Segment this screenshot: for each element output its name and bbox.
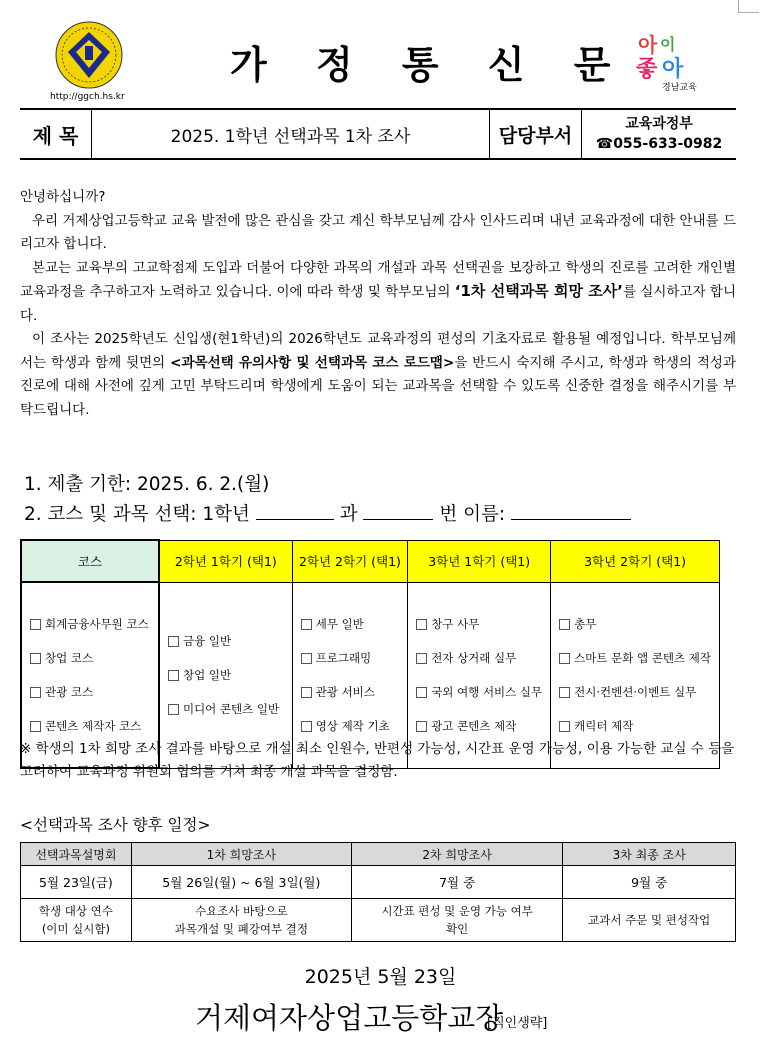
schedule-cell: 9월 중 <box>563 866 736 899</box>
checkbox-icon[interactable] <box>301 653 312 664</box>
course-option-label: 총무 <box>574 617 597 631</box>
checkbox-icon[interactable] <box>30 687 41 698</box>
document-title: 가 정 통 신 문 <box>230 42 629 87</box>
course-option[interactable] <box>416 607 542 641</box>
school-logo-icon <box>44 20 134 90</box>
course-option-label: 전시·컨벤션·이벤트 실무 <box>574 685 697 699</box>
number-blank[interactable] <box>363 501 433 520</box>
schedule-cell: 수요조사 바탕으로 과목개설 및 폐강여부 결정 <box>131 899 351 942</box>
checkbox-icon[interactable] <box>559 619 570 630</box>
schedule-row-details <box>21 899 736 942</box>
course-option[interactable] <box>30 675 150 709</box>
schedule-cell: 시간표 편성 및 운영 가능 여부 확인 <box>351 899 562 942</box>
class-label: 과 <box>339 504 358 525</box>
checkbox-icon[interactable] <box>559 687 570 698</box>
checkbox-icon[interactable] <box>301 687 312 698</box>
brand-subtitle: 경남교육 <box>662 83 697 93</box>
schedule-cell: 5월 23일(금) <box>21 866 132 899</box>
schedule-header-1: 1차 희망조사 <box>131 843 351 866</box>
course-header-4: 3학년 2학기 (택1) <box>551 540 720 582</box>
course-option[interactable] <box>168 692 284 726</box>
course-option-label: 창구 사무 <box>431 617 480 631</box>
course-option-label: 캐릭터 제작 <box>574 719 634 733</box>
schedule-header <box>21 843 736 866</box>
course-header-1: 2학년 1학기 (택1) <box>159 540 292 582</box>
course-option-label: 국외 여행 서비스 실무 <box>431 685 543 699</box>
survey-section <box>24 470 631 530</box>
course-option-label: 세무 일반 <box>315 617 364 631</box>
school-url: http://ggch.hs.kr <box>50 92 125 102</box>
course-option[interactable] <box>30 607 150 641</box>
course-selection-line <box>24 500 631 530</box>
course-option-label: 콘텐츠 제작자 코스 <box>45 719 142 733</box>
schedule-title: <선택과목 조사 향후 일정> <box>20 816 211 834</box>
course-selection-label: 2. 코스 및 과목 선택: 1학년 <box>24 504 250 525</box>
schedule-row-dates <box>21 866 736 899</box>
course-header-0: 코스 <box>21 540 159 582</box>
paragraph-3-tail: 을 반드시 숙지해 주시고, 학생과 학생의 적성과 진로에 대해 사전에 깊게 고민 부탁드리며 학생에게 도움이 되는 교과목을 선택할 수 있도록 신중한 결정을 해주시기를 부탁드립니다. <box>20 354 736 418</box>
course-header-3: 3학년 1학기 (택1) <box>408 540 551 582</box>
paragraph-2-emphasis: ‘1차 선택과목 희망 조사’ <box>454 282 623 300</box>
letter-body <box>20 186 736 422</box>
course-option[interactable] <box>416 641 542 675</box>
department-phone: ☎055-633-0982 <box>595 136 723 152</box>
schedule-header-3: 3차 최종 조사 <box>563 843 736 866</box>
course-option-label: 관광 서비스 <box>315 685 375 699</box>
checkbox-icon[interactable] <box>301 619 312 630</box>
schedule-cell: 학생 대상 연수 (이미 실시함) <box>21 899 132 942</box>
schedule-cell: 7월 중 <box>351 866 562 899</box>
department-label: 담당부서 <box>490 110 582 158</box>
checkbox-icon[interactable] <box>416 653 427 664</box>
name-blank[interactable] <box>511 501 631 520</box>
course-option-label: 전자 상거래 실무 <box>431 651 517 665</box>
course-option[interactable] <box>301 675 400 709</box>
course-option[interactable] <box>301 641 400 675</box>
checkbox-icon[interactable] <box>168 636 179 647</box>
svg-text:아: 아 <box>638 33 658 57</box>
department-name: 교육과정부 <box>625 116 693 132</box>
course-option-label: 창업 일반 <box>182 668 232 682</box>
class-blank[interactable] <box>256 501 334 520</box>
course-option-label: 영상 제작 기초 <box>315 719 390 733</box>
subject-label: 제 목 <box>20 110 92 158</box>
schedule-header-0: 선택과목설명회 <box>21 843 132 866</box>
course-option-label: 금융 일반 <box>182 634 232 648</box>
letter-date: 2025년 5월 23일 <box>304 966 457 988</box>
checkbox-icon[interactable] <box>416 687 427 698</box>
schedule-cell: 5월 26일(월) ~ 6월 3일(월) <box>131 866 351 899</box>
checkbox-icon[interactable] <box>168 704 179 715</box>
course-table-header <box>21 540 720 582</box>
checkbox-icon[interactable] <box>416 721 427 732</box>
course-option[interactable] <box>30 641 150 675</box>
course-option-label: 프로그래밍 <box>315 651 372 665</box>
schedule-cell: 교과서 주문 및 편성작업 <box>563 899 736 942</box>
checkbox-icon[interactable] <box>30 721 41 732</box>
course-table <box>20 539 720 769</box>
checkbox-icon[interactable] <box>301 721 312 732</box>
course-option[interactable] <box>416 675 542 709</box>
paragraph-3-emphasis: <과목선택 유의사항 및 선택과목 코스 로드맵> <box>170 354 455 371</box>
checkbox-icon[interactable] <box>559 653 570 664</box>
course-option-label: 회계금융사무원 코스 <box>45 617 149 631</box>
svg-text:이: 이 <box>660 35 676 54</box>
paragraph-3 <box>20 328 736 422</box>
subject-bar <box>20 108 736 160</box>
seal-omitted: [직인생략] <box>487 1016 548 1031</box>
greeting: 안녕하십니까? <box>20 189 106 205</box>
checkbox-icon[interactable] <box>168 670 179 681</box>
name-label: 번 이름: <box>439 504 506 525</box>
svg-text:아: 아 <box>662 57 684 82</box>
paragraph-2 <box>20 257 736 329</box>
selection-note: ※ 학생의 1차 희망 조사 결과를 바탕으로 개설 최소 인원수, 반편성 가능성, 시간표 운영 가능성, 이용 가능한 교실 수 등을 고려하여 교육과정 위원회 협의를 거쳐 최종 개설 과목을 결정함. <box>20 741 735 780</box>
course-header-2: 2학년 2학기 (택1) <box>292 540 408 582</box>
department-info <box>582 110 736 158</box>
course-option-label: 스마트 문화 앱 콘텐츠 제작 <box>574 651 711 665</box>
paragraph-1: 우리 거제상업고등학교 교육 발전에 많은 관심을 갖고 계신 학부모님께 감사 인사드리며 내년 교육과정에 대한 안내를 드리고자 합니다. <box>20 212 736 252</box>
paragraph-2-text: 본교는 교육부의 고교학점제 도입과 더불어 다양한 과목의 개설과 과목 선택권을 보장하고 학생의 진로를 고려한 개인별 교육과정을 추구하고자 노력하고 있습니다. 이에 따라 학생 및 학부모님의 <box>20 259 736 300</box>
paragraph-2-tail: 를 실시하고자 합니다. <box>20 284 736 324</box>
svg-text:좋: 좋 <box>636 57 658 82</box>
checkbox-icon[interactable] <box>559 721 570 732</box>
course-option[interactable] <box>168 624 284 658</box>
course-option-label: 관광 코스 <box>45 685 94 699</box>
schedule-header-2: 2차 희망조사 <box>351 843 562 866</box>
course-option[interactable] <box>168 658 284 692</box>
paragraph-3-text: 이 조사는 2025학년도 신입생(현1학년)의 2026학년도 교육과정의 편성의 기초자료로 활용될 예정입니다. 학부모님께서는 학생과 함께 뒷면의 <box>20 331 736 371</box>
course-option[interactable] <box>559 675 711 709</box>
checkbox-icon[interactable] <box>30 619 41 630</box>
checkbox-icon[interactable] <box>30 653 41 664</box>
course-option[interactable] <box>559 607 711 641</box>
submission-deadline: 1. 제출 기한: 2025. 6. 2.(월) <box>24 474 270 495</box>
course-option-label: 광고 콘텐츠 제작 <box>431 719 517 733</box>
subject-value: 2025. 1학년 선택과목 1차 조사 <box>92 110 490 158</box>
course-option-label: 미디어 콘텐츠 일반 <box>182 702 280 716</box>
checkbox-icon[interactable] <box>416 619 427 630</box>
course-option[interactable] <box>301 607 400 641</box>
course-option[interactable] <box>559 641 711 675</box>
schedule-table <box>20 842 736 942</box>
principal-signature: 거제여자상업고등학교장 <box>195 1001 504 1035</box>
course-option-label: 창업 코스 <box>45 651 94 665</box>
page-corner-mark <box>738 0 759 13</box>
